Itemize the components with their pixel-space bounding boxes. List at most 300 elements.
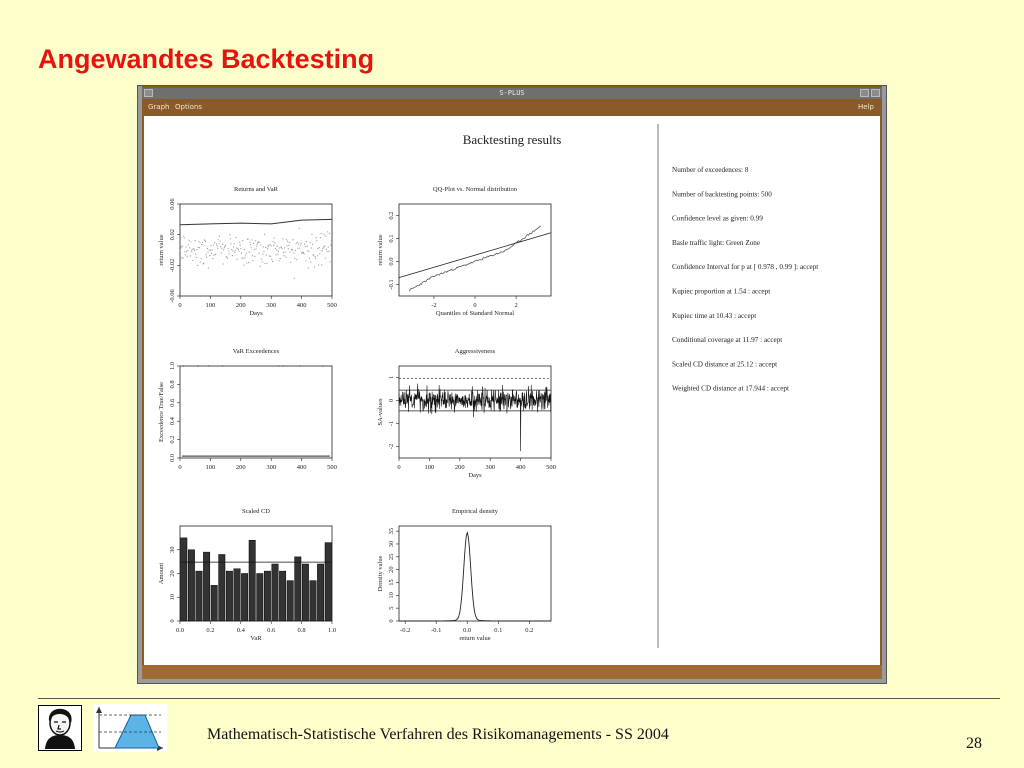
- return-point: [297, 248, 298, 249]
- menu-options[interactable]: Options: [175, 103, 203, 111]
- return-point: [309, 257, 310, 258]
- return-point: [285, 252, 286, 253]
- x-tick-label: 200: [235, 302, 246, 309]
- return-point: [219, 236, 220, 237]
- x-tick-label: 100: [205, 464, 216, 471]
- cd-bar: [219, 555, 225, 622]
- result-line: Basle traffic light: Green Zone: [672, 238, 761, 247]
- return-point: [229, 234, 230, 235]
- y-axis-label: Amount: [158, 562, 165, 585]
- backtesting-graphsheet: [144, 116, 880, 653]
- window-title: S-PLUS: [499, 89, 525, 97]
- return-point: [289, 242, 290, 243]
- return-point: [234, 252, 235, 253]
- return-point: [186, 251, 187, 252]
- return-point: [300, 245, 301, 246]
- return-point: [270, 256, 271, 257]
- return-point: [263, 246, 264, 247]
- return-point: [234, 243, 235, 244]
- x-tick-label: 0: [397, 464, 401, 471]
- return-point: [322, 248, 323, 249]
- return-point: [322, 250, 323, 251]
- return-point: [296, 259, 297, 260]
- x-tick-label: 400: [296, 464, 307, 471]
- return-point: [216, 245, 217, 246]
- x-tick-label: 1.0: [327, 627, 337, 634]
- return-point: [237, 248, 238, 249]
- return-point: [222, 244, 223, 245]
- return-point: [204, 240, 205, 241]
- cd-bar: [325, 543, 331, 621]
- return-point: [189, 247, 190, 248]
- return-point: [273, 245, 274, 246]
- return-point: [310, 242, 311, 243]
- return-point: [266, 262, 267, 263]
- return-point: [313, 254, 314, 255]
- return-point: [209, 255, 210, 256]
- return-point: [284, 247, 285, 248]
- return-point: [319, 253, 320, 254]
- return-point: [244, 249, 245, 250]
- return-point: [265, 247, 266, 248]
- return-point: [275, 248, 276, 249]
- return-point: [190, 255, 191, 256]
- return-point: [293, 252, 294, 253]
- qq-reference-line: [399, 233, 551, 278]
- return-point: [225, 245, 226, 246]
- cd-bar: [234, 569, 240, 621]
- return-point: [201, 258, 202, 259]
- y-tick-label: 0.4: [169, 417, 176, 426]
- return-point: [210, 245, 211, 246]
- return-point: [212, 258, 213, 259]
- return-point: [277, 254, 278, 255]
- return-point: [201, 244, 202, 245]
- x-tick-label: -2: [431, 302, 437, 309]
- return-point: [223, 263, 224, 264]
- cd-bar: [310, 581, 316, 621]
- return-point: [199, 242, 200, 243]
- exceedence-point: [208, 365, 210, 367]
- y-axis-label: Density value: [377, 555, 384, 592]
- return-point: [295, 250, 296, 251]
- exceedence-point: [197, 365, 199, 367]
- return-point: [208, 268, 209, 269]
- return-point: [269, 244, 270, 245]
- return-point: [320, 237, 321, 238]
- return-point: [279, 260, 280, 261]
- y-tick-label: 0.8: [169, 380, 176, 389]
- return-point: [299, 247, 300, 248]
- return-point: [207, 252, 208, 253]
- plot-frame: [180, 526, 332, 621]
- plot-frame: [399, 204, 551, 296]
- return-point: [254, 249, 255, 250]
- x-tick-label: -0.2: [400, 627, 411, 634]
- return-point: [323, 246, 324, 247]
- x-tick-label: 200: [235, 464, 246, 471]
- return-point: [304, 244, 305, 245]
- return-point: [198, 241, 199, 242]
- return-point: [205, 241, 206, 242]
- y-tick-label: 10: [388, 592, 395, 599]
- plot-title: Empirical density: [451, 508, 499, 515]
- x-axis-label: return value: [459, 635, 491, 642]
- return-point: [223, 249, 224, 250]
- return-point: [267, 248, 268, 249]
- result-line: Conditional coverage at 11.97 : accept: [672, 336, 783, 345]
- y-tick-label: 25: [388, 553, 395, 561]
- x-tick-label: 0: [473, 302, 477, 309]
- return-point: [256, 246, 257, 247]
- return-point: [260, 266, 261, 267]
- return-point: [259, 242, 260, 243]
- cd-bar: [272, 564, 278, 621]
- return-point: [294, 258, 295, 259]
- result-line: Number of exceedences: 8: [672, 166, 749, 174]
- return-point: [197, 265, 198, 266]
- return-point: [206, 257, 207, 258]
- x-axis-label: Days: [468, 472, 482, 479]
- x-tick-label: 0.4: [236, 627, 245, 634]
- return-point: [283, 255, 284, 256]
- plot-title: Returns and VaR: [234, 186, 278, 193]
- plot-frame: [399, 366, 551, 458]
- return-point: [271, 245, 272, 246]
- footer-divider: [38, 698, 1000, 699]
- result-line: Confidence Interval for p at [ 0.978 , 0.99 ]: accept: [672, 263, 819, 272]
- return-point: [314, 256, 315, 257]
- return-point: [311, 234, 312, 235]
- return-point: [298, 243, 299, 244]
- x-tick-label: 200: [454, 464, 465, 471]
- return-point: [210, 250, 211, 251]
- return-point: [308, 251, 309, 252]
- return-point: [180, 248, 181, 249]
- return-point: [331, 240, 332, 241]
- x-tick-label: 0.0: [175, 627, 185, 634]
- return-point: [196, 249, 197, 250]
- return-point: [251, 247, 252, 248]
- menu-help[interactable]: Help: [858, 103, 874, 111]
- return-point: [232, 250, 233, 251]
- return-point: [250, 244, 251, 245]
- plot-frame: [399, 526, 551, 621]
- plot-title: QQ-Plot vs. Normal distribution: [432, 186, 518, 193]
- exceedence-point: [278, 365, 280, 367]
- plot-frame: [180, 204, 332, 296]
- return-point: [269, 255, 270, 256]
- exceedence-point: [322, 365, 324, 367]
- return-point: [227, 248, 228, 249]
- window-titlebar[interactable]: [142, 88, 882, 99]
- return-point: [213, 244, 214, 245]
- return-point: [251, 239, 252, 240]
- cd-bar: [188, 550, 194, 621]
- return-point: [212, 249, 213, 250]
- y-tick-label: 0.0: [169, 453, 176, 463]
- x-tick-label: 0.2: [206, 627, 215, 634]
- return-point: [241, 252, 242, 253]
- return-point: [286, 245, 287, 246]
- return-point: [243, 265, 244, 266]
- return-point: [249, 242, 250, 243]
- window-menu-button[interactable]: [144, 89, 153, 97]
- return-point: [307, 250, 308, 251]
- cd-bar: [241, 574, 247, 622]
- return-point: [279, 247, 280, 248]
- return-point: [303, 252, 304, 253]
- return-point: [247, 238, 248, 239]
- return-point: [319, 247, 320, 248]
- x-tick-label: 0.1: [494, 627, 503, 634]
- cd-bar: [211, 585, 217, 621]
- return-point: [216, 244, 217, 245]
- risk-chart-logo: [93, 704, 167, 752]
- return-point: [248, 262, 249, 263]
- return-point: [286, 239, 287, 240]
- window-statusbar: [142, 665, 882, 679]
- cd-bar: [226, 571, 232, 621]
- return-point: [281, 247, 282, 248]
- return-point: [187, 256, 188, 257]
- return-point: [181, 247, 182, 248]
- plot-title: VaR Exceedences: [232, 348, 280, 355]
- return-point: [317, 248, 318, 249]
- y-tick-label: -0.06: [169, 289, 176, 303]
- return-point: [242, 240, 243, 241]
- y-tick-label: -2: [388, 443, 395, 450]
- return-point: [263, 251, 264, 252]
- return-point: [179, 250, 180, 251]
- y-tick-label: 1.0: [169, 361, 176, 371]
- return-point: [321, 264, 322, 265]
- return-point: [213, 254, 214, 255]
- return-point: [272, 261, 273, 262]
- density-curve: [399, 533, 551, 621]
- y-tick-label: 20: [169, 570, 176, 577]
- minimize-button[interactable]: [860, 89, 869, 97]
- y-tick-label: 30: [169, 546, 176, 553]
- plot-title: Scaled CD: [242, 508, 270, 515]
- x-tick-label: 300: [485, 464, 496, 471]
- y-tick-label: 35: [388, 527, 395, 535]
- x-tick-label: 500: [327, 464, 337, 471]
- return-point: [220, 241, 221, 242]
- return-point: [192, 260, 193, 261]
- return-point: [252, 260, 253, 261]
- return-point: [218, 243, 219, 244]
- return-point: [230, 238, 231, 239]
- return-point: [320, 233, 321, 234]
- return-point: [296, 243, 297, 244]
- y-tick-label: 5: [388, 606, 395, 610]
- return-point: [327, 251, 328, 252]
- x-tick-label: 500: [546, 464, 556, 471]
- return-point: [224, 247, 225, 248]
- y-tick-label: 0.1: [388, 234, 395, 243]
- return-point: [240, 248, 241, 249]
- y-axis-label: return value: [377, 234, 384, 266]
- x-tick-label: 0: [178, 464, 182, 471]
- return-point: [287, 241, 288, 242]
- result-line: Number of backtesting points: 500: [672, 190, 772, 199]
- return-point: [294, 278, 295, 279]
- x-tick-label: 0.0: [463, 627, 472, 634]
- return-point: [198, 247, 199, 248]
- return-point: [325, 257, 326, 258]
- return-point: [221, 252, 222, 253]
- return-point: [220, 246, 221, 247]
- exceedence-point: [299, 365, 301, 367]
- return-point: [275, 254, 276, 255]
- return-point: [305, 246, 306, 247]
- cd-bar: [295, 557, 301, 621]
- return-point: [325, 236, 326, 237]
- return-point: [253, 243, 254, 244]
- y-tick-label: 30: [388, 540, 395, 548]
- return-point: [196, 257, 197, 258]
- return-point: [289, 251, 290, 252]
- x-tick-label: 0.8: [297, 627, 306, 634]
- result-line: Kupiec proportion at 1.54 : accept: [672, 287, 771, 296]
- y-tick-label: -1: [388, 420, 395, 427]
- return-point: [272, 241, 273, 242]
- return-point: [262, 253, 263, 254]
- page-number: 28: [966, 735, 982, 752]
- y-tick-label: 20: [388, 566, 395, 573]
- result-line: Kupiec time at 10.43 : accept: [672, 311, 757, 320]
- y-tick-label: 0.02: [169, 228, 176, 241]
- return-point: [211, 253, 212, 254]
- return-point: [255, 240, 256, 241]
- cd-bar: [196, 571, 202, 621]
- return-point: [290, 262, 291, 263]
- return-point: [328, 251, 329, 252]
- x-tick-label: 0.2: [525, 627, 534, 634]
- return-point: [240, 245, 241, 246]
- return-point: [237, 259, 238, 260]
- return-point: [323, 234, 324, 235]
- y-tick-label: 0.06: [169, 198, 176, 210]
- return-point: [292, 250, 293, 251]
- return-point: [268, 246, 269, 247]
- return-point: [258, 253, 259, 254]
- return-point: [221, 248, 222, 249]
- return-point: [282, 248, 283, 249]
- return-point: [184, 251, 185, 252]
- return-point: [194, 250, 195, 251]
- y-tick-label: -0.02: [169, 258, 176, 273]
- y-tick-label: 0.2: [169, 435, 176, 444]
- return-point: [215, 254, 216, 255]
- return-point: [310, 262, 311, 263]
- y-tick-label: 0: [169, 619, 176, 623]
- return-point: [181, 257, 182, 258]
- return-point: [303, 253, 304, 254]
- return-point: [192, 249, 193, 250]
- return-point: [266, 254, 267, 255]
- graph-canvas: [144, 116, 880, 665]
- return-point: [246, 252, 247, 253]
- return-point: [288, 248, 289, 249]
- x-axis-label: VaR: [250, 635, 262, 642]
- return-point: [191, 251, 192, 252]
- return-point: [206, 254, 207, 255]
- menu-graph[interactable]: Graph: [148, 103, 170, 111]
- return-point: [246, 262, 247, 263]
- result-line: Weighted CD distance at 17.944 : accept: [672, 384, 789, 393]
- return-point: [232, 255, 233, 256]
- x-tick-label: 300: [266, 464, 277, 471]
- return-point: [217, 248, 218, 249]
- return-point: [305, 260, 306, 261]
- return-point: [243, 258, 244, 259]
- return-point: [285, 257, 286, 258]
- return-point: [184, 237, 185, 238]
- y-tick-label: 0.2: [388, 211, 395, 220]
- return-point: [195, 254, 196, 255]
- return-point: [276, 250, 277, 251]
- cd-bar: [317, 564, 323, 621]
- return-point: [207, 248, 208, 249]
- return-point: [235, 237, 236, 238]
- maximize-button[interactable]: [871, 89, 880, 97]
- return-point: [209, 249, 210, 250]
- return-point: [239, 241, 240, 242]
- plot-title: Aggressiveness: [454, 348, 496, 355]
- sa-series: [399, 384, 551, 451]
- return-point: [195, 240, 196, 241]
- cd-bar: [181, 538, 187, 621]
- goethe-portrait-logo: [38, 705, 82, 751]
- return-point: [190, 241, 191, 242]
- y-tick-label: 1: [388, 375, 395, 380]
- y-axis-label: return value: [158, 234, 165, 266]
- return-point: [297, 242, 298, 243]
- return-point: [236, 247, 237, 248]
- return-point: [233, 246, 234, 247]
- result-line: Confidence level as given: 0.99: [672, 214, 763, 223]
- x-tick-label: 100: [205, 302, 216, 309]
- return-point: [283, 252, 284, 253]
- return-point: [271, 259, 272, 260]
- return-point: [189, 240, 190, 241]
- return-point: [260, 244, 261, 245]
- y-tick-label: 10: [169, 594, 176, 601]
- return-point: [238, 251, 239, 252]
- return-point: [228, 250, 229, 251]
- return-point: [238, 249, 239, 250]
- return-point: [227, 258, 228, 259]
- return-point: [182, 257, 183, 258]
- return-point: [317, 255, 318, 256]
- return-point: [277, 246, 278, 247]
- y-tick-label: -0.1: [388, 279, 395, 290]
- return-point: [278, 251, 279, 252]
- window-frame: [142, 86, 882, 679]
- exceedence-point: [222, 365, 224, 367]
- cd-bar: [264, 571, 270, 621]
- y-axis-label: Exceedence True/False: [158, 381, 165, 443]
- y-tick-label: 0: [388, 619, 395, 623]
- cd-bar: [257, 574, 263, 622]
- return-point: [244, 257, 245, 258]
- return-point: [218, 239, 219, 240]
- x-tick-label: -0.1: [431, 627, 442, 634]
- x-tick-label: 400: [296, 302, 307, 309]
- return-point: [316, 240, 317, 241]
